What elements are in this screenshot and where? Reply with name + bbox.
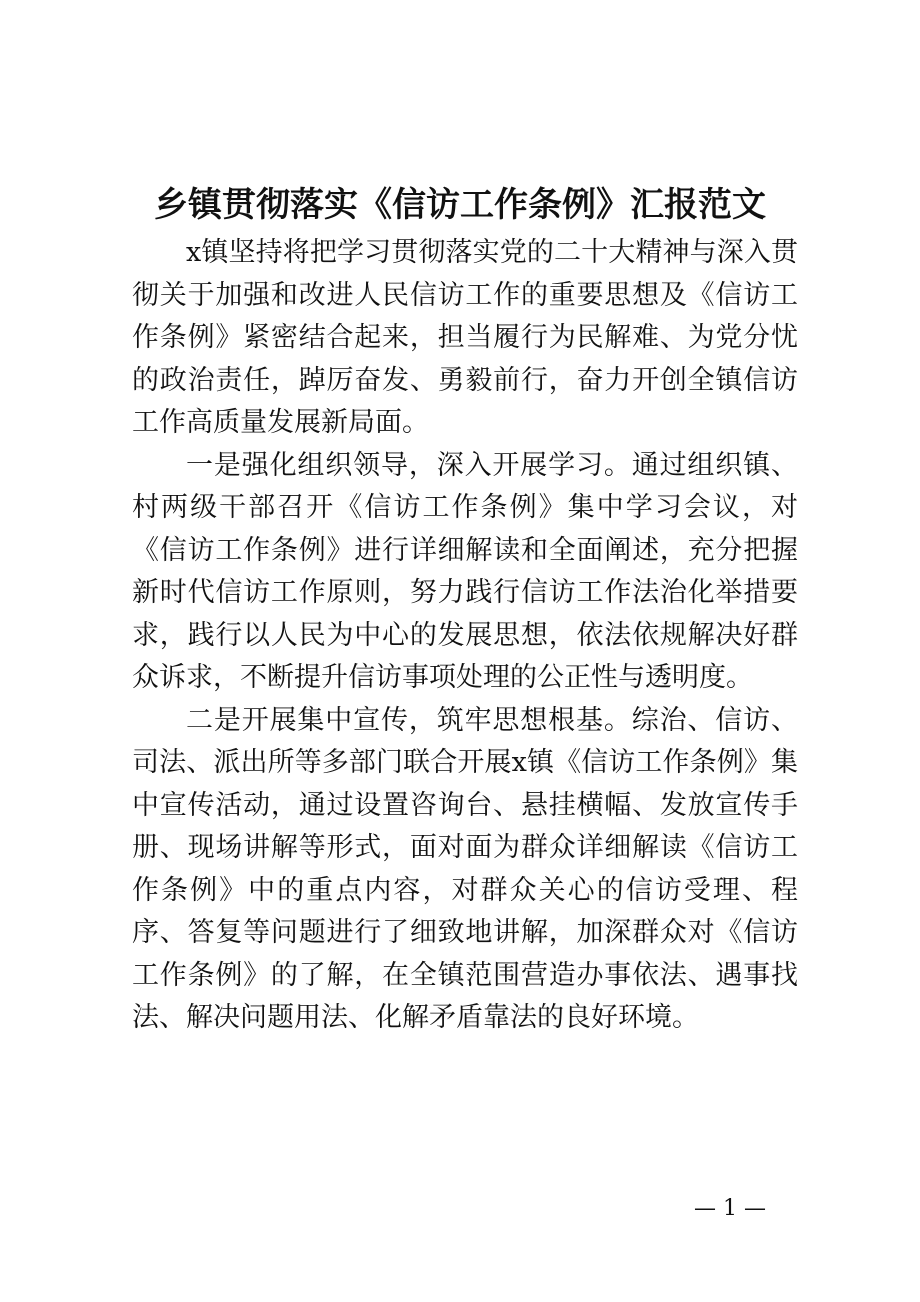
document-title: 乡镇贯彻落实《信访工作条例》汇报范文 (154, 185, 766, 225)
document-body (132, 232, 798, 1040)
paragraph-publicity: 二是开展集中宣传，筑牢思想根基。综治、信访、司法、派出所等多部门联合开展x镇《信访工作条例》集中宣传活动，通过设置咨询台、悬挂横幅、发放宣传手册、现场讲解等形式，面对面为群众详细解读《信访工作条例》中的重点内容，对群众关心的信访受理、程序、答复等问题进行了细致地讲解，加深群众对《信访工作条例》的了解，在全镇范围营造办事依法、遇事找法、解决问题用法、化解矛盾靠法的良好环境。 (132, 704, 798, 1033)
paragraph-organization: 一是强化组织领导，深入开展学习。通过组织镇、村两级干部召开《信访工作条例》集中学习会议，对《信访工作条例》进行详细解读和全面阐述，充分把握新时代信访工作原则，努力践行信访工作法治化举措要求，践行以人民为中心的发展思想，依法依规解决好群众诉求，不断提升信访事项处理的公正性与透明度。 (132, 449, 798, 693)
page-number: — 1 — (694, 1196, 766, 1221)
paragraph-intro: x镇坚持将把学习贯彻落实党的二十大精神与深入贯彻关于加强和改进人民信访工作的重要思想及《信访工作条例》紧密结合起来，担当履行为民解难、为党分忧的政治责任，踔厉奋发、勇毅前行，奋力开创全镇信访工作高质量发展新局面。 (132, 237, 798, 438)
